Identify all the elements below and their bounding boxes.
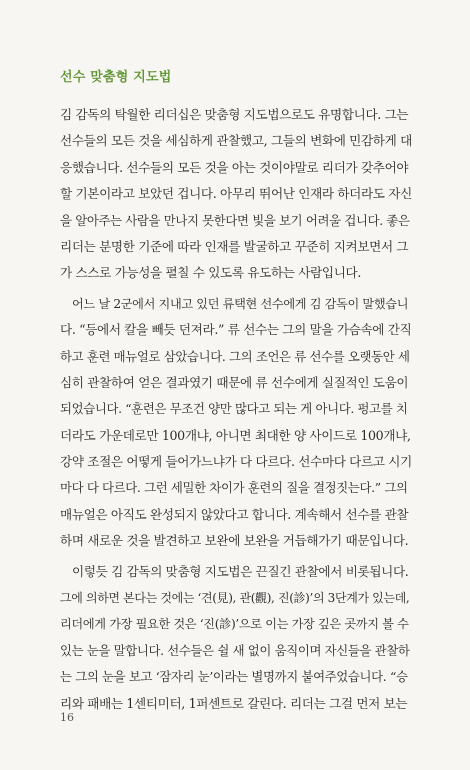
text-line: 가 스스로 가능성을 펼칠 수 있도록 유도하는 사람입니다. (60, 265, 361, 281)
body-text (60, 102, 412, 717)
text-line: 강약 조절은 어떻게 들어가느냐가 다 다르다. 선수마다 다르고 시기 (60, 454, 412, 470)
section-heading: 선수 맞춤형 지도법 (60, 70, 172, 85)
text-line: 있는 눈을 말합니다. 선수들은 쉴 새 없이 움직이며 자신들을 관찰하 (60, 642, 410, 658)
text-line: 는 그의 눈을 보고 ‘잠자리 눈’이라는 별명까지 붙여주었습니다. “승 (60, 669, 408, 685)
text-line: 리더에게 가장 필요한 것은 ‘진(診)’으로 이는 가장 깊은 곳까지 볼 수 (60, 617, 409, 632)
text-line: 매뉴얼은 아직도 완성되지 않았다고 합니다. 계속해서 선수를 관찰 (60, 506, 409, 522)
text-line: 하고 훈련 매뉴얼로 삼았습니다. 그의 조언은 류 선수를 오랫동안 세 (60, 348, 410, 364)
text-line: 선수들의 모든 것을 세심하게 관찰했고, 그들의 변화에 민감하게 대 (60, 133, 412, 149)
text-line: 응했습니다. 선수들의 모든 것을 아는 것이야말로 리더가 갖추어야 (60, 159, 409, 175)
text-line: 다. “등에서 칼을 빼듯 던져라.” 류 선수는 그의 말을 가슴속에 간직 (60, 322, 412, 338)
text-line: 하며 새로운 것을 발견하고 보완에 보완을 거듭해가기 때문입니다. (60, 533, 409, 549)
text-line: 되었습니다. “훈련은 무조건 양만 많다고 되는 게 아니다. 펑고를 치 (60, 401, 408, 417)
text-line: 리더는 분명한 기준에 따라 인재를 발굴하고 꾸준히 지켜보면서 그 (60, 238, 409, 254)
text-line: 을 알아주는 사람을 만나지 못한다면 빛을 보기 어려울 겁니다. 좋은 (60, 212, 410, 228)
text-line: 그에 의하면 본다는 것에는 ‘견(見), 관(觀), 진(診)’의 3단계가 있는데, (60, 591, 410, 606)
paragraph-2 (60, 291, 412, 555)
text-line: 할 기본이라고 보았던 겁니다. 아무리 뛰어난 인재라 하더라도 자신 (60, 186, 412, 202)
text-line: 이렇듯 김 감독의 맞춤형 지도법은 끈질긴 관찰에서 비롯됩니다. (72, 563, 409, 579)
text-line: 더라도 가운데로만 100개냐, 아니면 최대한 양 사이드로 100개냐, (60, 427, 411, 443)
page-number: 16 (60, 711, 74, 724)
text-line: 마다 다 다르다. 그런 세밀한 차이가 훈련의 질을 결정짓는다.” 그의 (60, 480, 408, 496)
text-line: 어느 날 2군에서 지내고 있던 류택현 선수에게 김 감독이 말했습니 (72, 296, 409, 311)
paragraph-3 (60, 559, 412, 717)
paragraph-1 (60, 102, 412, 287)
text-line: 김 감독의 탁월한 리더십은 맞춤형 지도법으로도 유명합니다. 그는 (60, 107, 409, 122)
text-line: 심히 관찰하여 얻은 결과였기 때문에 류 선수에게 실질적인 도움이 (60, 374, 409, 390)
text-line: 리와 패배는 1센티미터, 1퍼센트로 갈린다. 리더는 그걸 먼저 보는 (60, 695, 408, 711)
